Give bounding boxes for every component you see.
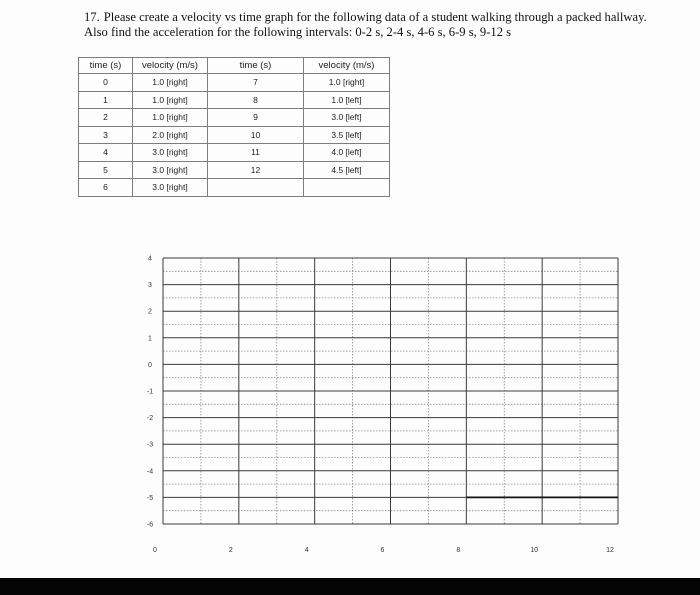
y-tick-label: 4 bbox=[148, 255, 152, 263]
x-tick-label: 4 bbox=[304, 547, 309, 554]
table-cell: 0 bbox=[79, 74, 133, 92]
y-tick-label: 2 bbox=[148, 308, 152, 316]
table-cell: 6 bbox=[79, 179, 133, 197]
table-cell: 1.0 [right] bbox=[304, 74, 390, 92]
table-cell: 1.0 [right] bbox=[133, 109, 208, 127]
table-cell: 8 bbox=[208, 91, 304, 109]
header-time-2: time (s) bbox=[208, 58, 304, 74]
bottom-bar bbox=[0, 578, 700, 595]
y-tick-label: -2 bbox=[146, 415, 154, 423]
table-cell: 4.0 [left] bbox=[304, 144, 390, 162]
table-cell: 11 bbox=[208, 144, 304, 162]
table-cell: 1.0 [right] bbox=[133, 74, 208, 92]
table-cell: 12 bbox=[208, 161, 304, 179]
table-cell: 3.5 [left] bbox=[304, 126, 390, 144]
x-tick-label: 8 bbox=[456, 547, 461, 554]
table-cell: 2.0 [right] bbox=[133, 126, 208, 144]
y-tick-label: -1 bbox=[146, 388, 154, 396]
y-tick-label: 0 bbox=[148, 361, 152, 369]
table-cell: 4 bbox=[79, 144, 133, 162]
y-tick-label: -4 bbox=[146, 468, 154, 476]
question-prompt: Please create a velocity vs time graph for the following data of a student walking through a packed hallway. Also find the acceleration for the following intervals: 0-2 s, 2-4 s, 4-6 s, 6-9 s, 9-12 s bbox=[84, 10, 647, 39]
x-tick-label: 12 bbox=[606, 547, 614, 554]
table-cell: 2 bbox=[79, 109, 133, 127]
table-cell: 3.0 [right] bbox=[133, 144, 208, 162]
y-tick-label: -3 bbox=[146, 441, 154, 449]
question-number: 17. bbox=[84, 10, 100, 24]
table-cell: 3.0 [right] bbox=[133, 161, 208, 179]
table-cell: 4.5 [left] bbox=[304, 161, 390, 179]
x-tick-label: 6 bbox=[380, 547, 385, 554]
x-tick-label: 0 bbox=[153, 547, 157, 554]
y-tick-label: 3 bbox=[148, 282, 152, 290]
header-velocity-1: velocity (m/s) bbox=[133, 58, 208, 74]
header-time-1: time (s) bbox=[79, 58, 133, 74]
table-cell: 5 bbox=[79, 161, 133, 179]
table-cell: 1 bbox=[79, 91, 133, 109]
x-tick-label: 10 bbox=[530, 547, 539, 554]
table-cell: 10 bbox=[208, 126, 304, 144]
table-cell: 3.0 [right] bbox=[133, 179, 208, 197]
y-tick-label: 1 bbox=[148, 335, 152, 343]
table-cell: 1.0 [left] bbox=[304, 91, 390, 109]
y-tick-label: -6 bbox=[146, 521, 154, 529]
table-cell: 9 bbox=[208, 109, 304, 127]
x-tick-label: 2 bbox=[228, 547, 233, 554]
header-velocity-2: velocity (m/s) bbox=[304, 58, 390, 74]
table-cell: 3.0 [left] bbox=[304, 109, 390, 127]
y-tick-label: -5 bbox=[146, 494, 154, 502]
table-cell: 3 bbox=[79, 126, 133, 144]
table-cell: 1.0 [right] bbox=[133, 91, 208, 109]
table-cell: 7 bbox=[208, 74, 304, 92]
